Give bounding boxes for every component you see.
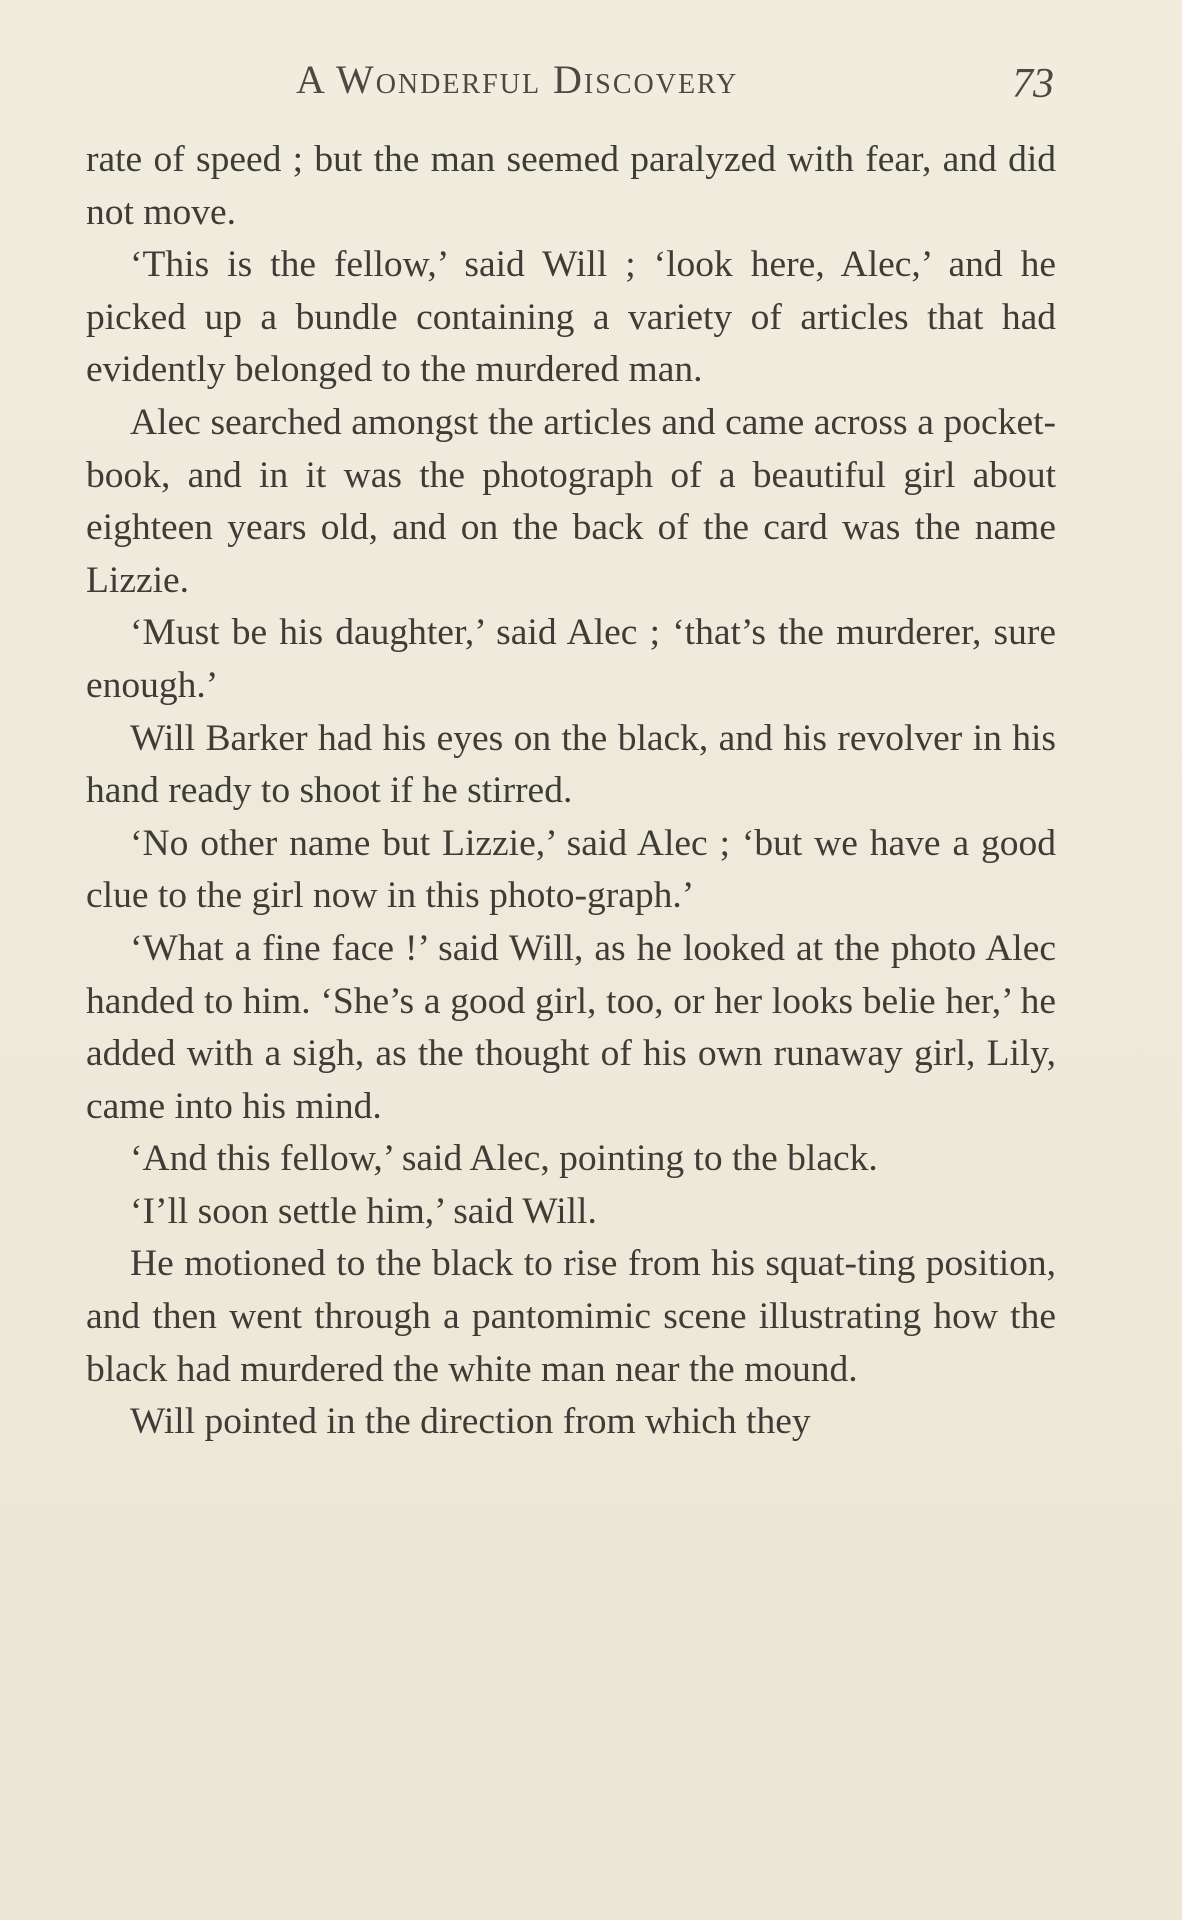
paragraph: ‘And this fellow,’ said Alec, pointing to the black. — [130, 1138, 878, 1180]
paragraph: Alec searched amongst the articles and came across a pocket-book, and in it was the photograph of a beautiful girl about eighteen years old, and on the back of the card was the name Lizzie. — [86, 401, 1056, 601]
paragraph: ‘This is the fellow,’ said Will ; ‘look here, Alec,’ and he picked up a bundle containing a variety of articles that had evidently belonged to the murdered man. — [86, 244, 1056, 391]
page-header — [0, 56, 1182, 106]
paragraph: ‘I’ll soon settle him,’ said Will. — [130, 1190, 597, 1232]
paragraph: ‘What a fine face !’ said Will, as he looked at the photo Alec handed to him. ‘She’s a good girl, too, or her looks belie her,’ he added with a sigh, as the thought of his own runaway girl, Lily, came into his mind. — [86, 927, 1056, 1127]
paragraph: rate of speed ; but the man seemed paralyzed with fear, and did not move. — [86, 139, 1056, 233]
page-number: 73 — [1012, 61, 1054, 107]
paragraph: Will pointed in the direction from which they — [130, 1401, 811, 1443]
paragraph: ‘No other name but Lizzie,’ said Alec ; ‘but we have a good clue to the girl now in this photo-graph.’ — [86, 822, 1056, 917]
body-text — [86, 134, 1056, 1449]
paragraph: ‘Must be his daughter,’ said Alec ; ‘that’s the murderer, sure enough.’ — [86, 612, 1056, 706]
paragraph: He motioned to the black to rise from his squat-ting position, and then went through a pantomimic scene illustrating how the black had murdered the white man near the mound. — [86, 1243, 1056, 1390]
running-title: A Wonderful Discovery — [296, 57, 739, 102]
paragraph: Will Barker had his eyes on the black, and his revolver in his hand ready to shoot if he stirred. — [86, 717, 1056, 812]
